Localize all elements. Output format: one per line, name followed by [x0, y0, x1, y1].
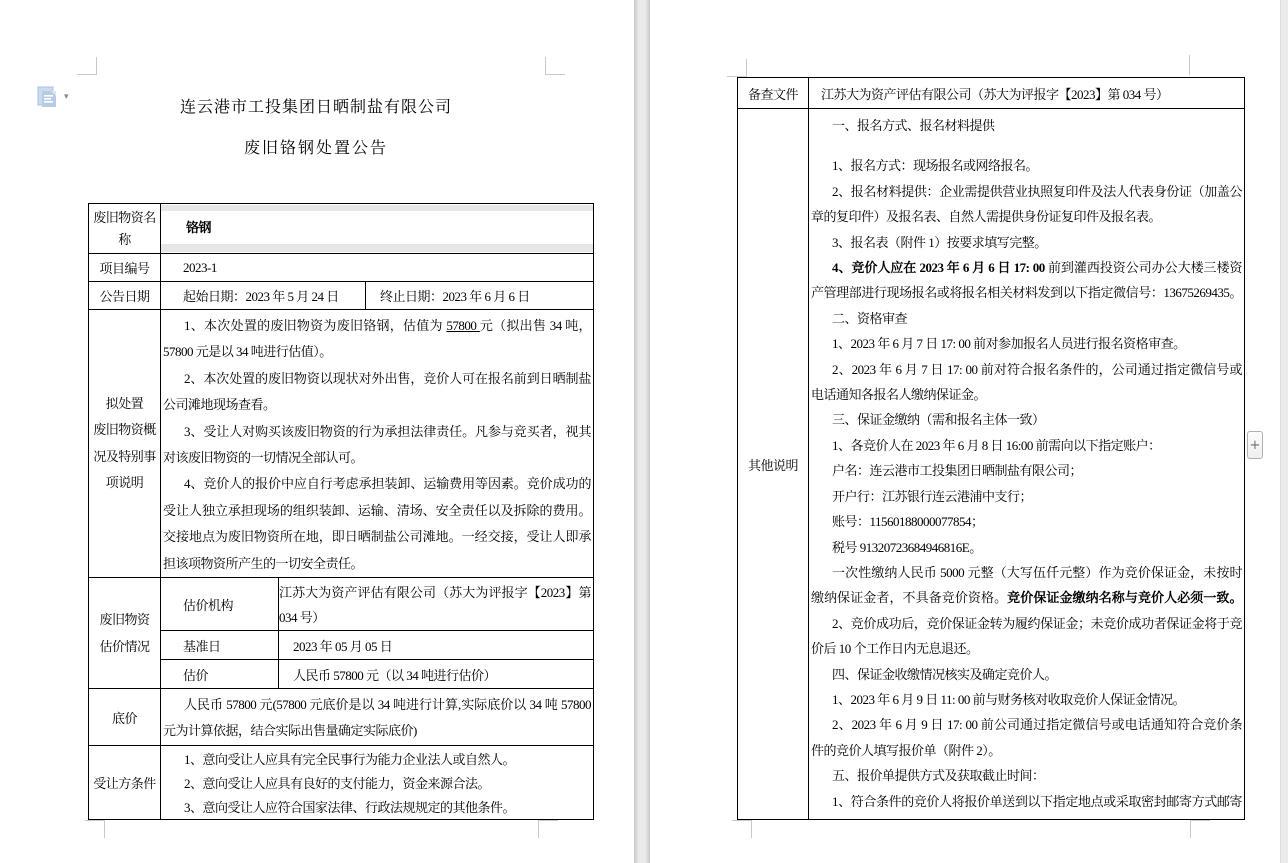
scrollbar-track[interactable]	[1280, 0, 1288, 863]
material-name-cell	[161, 204, 593, 254]
page-gap	[634, 0, 650, 863]
paste-dropdown-arrow-icon: ▾	[64, 92, 69, 102]
document-page-2	[650, 0, 1280, 863]
text-boundary-mark	[1189, 55, 1190, 75]
base-date-value: 2023 年 05 月 05 日	[279, 631, 593, 660]
overview-text: 1、本次处置的废旧物资为废旧铬钢，估值为 57800 元（拟出售 34 吨， 57800 元是以 34 吨进行估值）。 2、本次处置的废旧物资以现状对外出售，竞价人可在报名前到日晒制盐 公司滩地现场查看。 3、受让人对购买该废旧物资的行为承担法律责任。凡参与竞买者，视其 对该废旧物资的一切情况全部认可。 4、竞价人的报价中应自行考虑承担装卸、运输费用等因素。竞价成功的 受让人独立承担现场的组织装卸、运输、清场、安全责任以及拆除的费用。 交接地点为废旧物资所在地，即日晒制盐公司滩地。一经交接，受让人即承 担该项物资所产生的一切安全责任。	[161, 310, 593, 578]
project-no-label: 项目编号	[89, 254, 161, 282]
other-info-table	[737, 77, 1245, 820]
text-boundary-mark	[727, 59, 747, 77]
text-boundary-mark	[545, 57, 565, 75]
text-boundary-mark	[77, 57, 97, 75]
end-date-value: 终止日期：2023 年 6 月 6 日	[366, 282, 593, 310]
material-name-value: 铬钢	[186, 220, 212, 235]
estimate-value: 人民币 57800 元（以 34 吨进行估价）	[279, 660, 593, 689]
add-comment-button[interactable]: +	[1247, 431, 1263, 459]
other-notes-label: 其他说明	[738, 109, 809, 819]
text-boundary-mark	[1190, 820, 1210, 838]
text-boundary-mark	[85, 820, 105, 838]
valuation-agency-value: 江苏大为资产评估有限公司（苏大为评报字【2023】第 034 号）	[279, 578, 593, 631]
disposal-info-table	[88, 203, 594, 820]
shading-band	[161, 244, 593, 252]
shading-band	[161, 205, 593, 211]
overview-label: 拟处置 废旧物资概 况及特别事 项说明	[89, 310, 161, 578]
document-subtitle: 废旧铬钢处置公告	[243, 140, 388, 157]
start-date-value: 起始日期：2023 年 5 月 24 日	[161, 282, 366, 310]
other-notes-text: 一、报名方式、报名材料提供 1、报名方式：现场报名或网络报名。 2、报名材料提供：企业需提供营业执照复印件及法人代表身份证（加盖公 章的复印件）及报名表、自然人需提供身份证复印件及报名表。 3、报名表（附件 1）按要求填写完整。 4、竞价人应在 2023 年 6 月 6 日 17: 00 前到灌西投资公司办公大楼三楼资 产管理部进行现场报名或将报名相关材料发到以下指定微信号：13675269435。 二、资格审查 1、2023 年 6 月 7 日 17: 00 前对参加报名人员进行报名资格审查。 2、2023 年 6 月 7 日 17: 00 前对符合报名条件的，公司通过指定微信号或 电话通知各报名人缴纳保证金。 三、保证金缴纳（需和报名主体一致） 1、各竞价人在 2023 年 6 月 8 日 16:00 前需向以下指定账户： 户名：连云港市工投集团日晒制盐有限公司； 开户行：江苏银行连云港浦中支行； 账号：11560188000077854； 税号 91320723684946816E。 一次性缴纳人民币 5000 元整（大写伍仟元整）作为竞价保证金，未按时 缴纳保证金者，不具备竞价资格。竞价保证金缴纳名称与竞价人必须一致。 2、竞价成功后，竞价保证金转为履约保证金；未竞价成功者保证金将于竞 价后 10 个工作日内无息退还。 四、保证金收缴情况核实及确定竞价人。 1、2023 年 6 月 9 日 11: 00 前与财务核对收取竞价人保证金情况。 2、2023 年 6 月 9 日 17: 00 前公司通过指定微信号或电话通知符合竞价条 件的竞价人填写报价单（附件 2）。 五、报价单提供方式及获取截止时间： 1、符合条件的竞价人将报价单送到以下指定地点或采取密封邮寄方式邮寄	[811, 118, 1242, 809]
project-no-value: 2023-1	[161, 254, 593, 282]
document-page-1	[0, 0, 634, 863]
material-name-label: 废旧物资名 称	[89, 204, 161, 254]
document-title: 连云港市工投集团日晒制盐有限公司	[179, 99, 452, 116]
floor-price-text: 人民币 57800 元(57800 元底价是以 34 吨进行计算,实际底价以 34 吨 57800 元为计算依据，结合实际出售量确定实际底价)	[161, 689, 593, 746]
announce-date-label: 公告日期	[89, 282, 161, 310]
valuation-agency-label: 估价机构	[161, 578, 279, 631]
transferee-text: 1、意向受让人应具有完全民事行为能力企业法人或自然人。 2、意向受让人应具有良好的支付能力，资金来源合法。 3、意向受让人应符合国家法律、行政法规规定的其他条件。	[184, 752, 516, 815]
base-date-label: 基准日	[161, 631, 279, 660]
reference-docs-value: 江苏大为资产评估有限公司（苏大为评报字【2023】第 034 号）	[809, 78, 1244, 109]
reference-docs-label: 备查文件	[738, 78, 809, 109]
transferee-label: 受让方条件	[89, 746, 161, 819]
text-boundary-mark	[732, 820, 752, 838]
estimate-label: 估价	[161, 660, 279, 689]
valuation-label: 废旧物资 估价情况	[89, 578, 161, 689]
text-boundary-mark	[538, 820, 558, 838]
floor-price-label: 底价	[89, 689, 161, 746]
